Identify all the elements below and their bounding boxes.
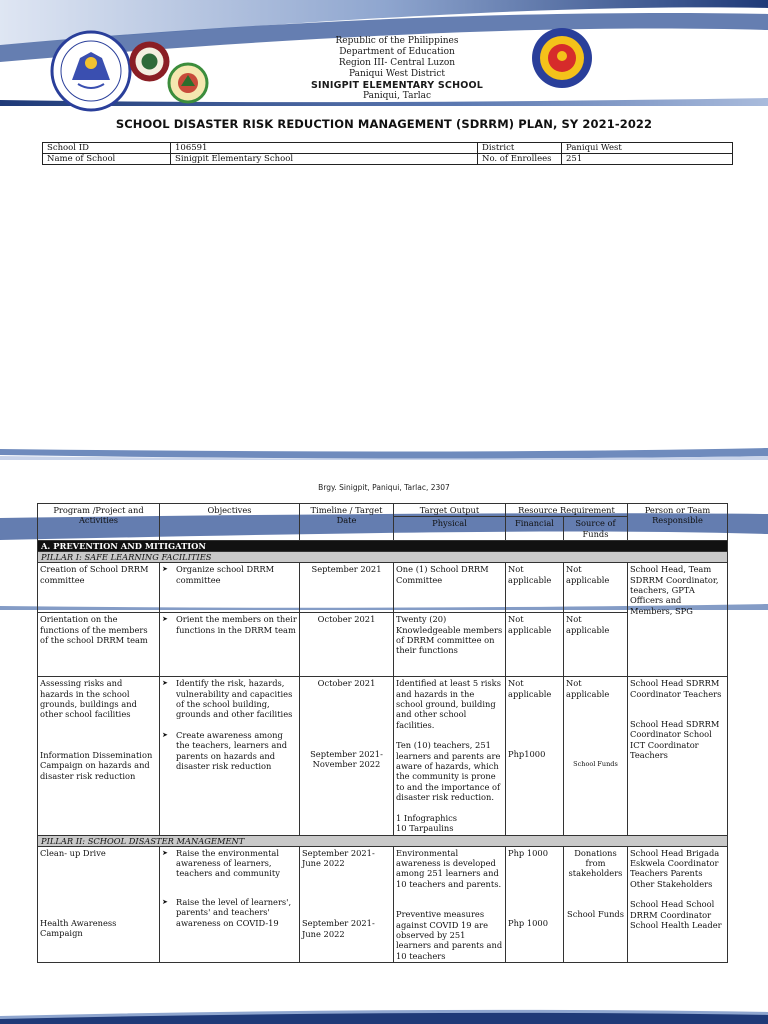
col-objectives: Objectives bbox=[160, 504, 300, 541]
source-text: Donations from stakeholders bbox=[568, 847, 623, 879]
timeline-cell bbox=[300, 677, 394, 835]
person-text: School Head SDRRM Coordinator School ICT Coordinator Teachers bbox=[630, 719, 720, 761]
program-cell: Creation of School DRRM committee bbox=[38, 563, 160, 613]
program-text: Assessing risks and hazards in the school grounds, buildings and other school facilities bbox=[40, 678, 137, 720]
school-info-table bbox=[42, 142, 733, 165]
output-cell bbox=[394, 677, 506, 835]
timeline-cell: October 2021 bbox=[300, 613, 394, 677]
col-target-output: Target Output bbox=[394, 504, 506, 517]
timeline-cell: September 2021 bbox=[300, 563, 394, 613]
plan-table bbox=[37, 503, 728, 963]
header-block bbox=[247, 36, 547, 102]
person-cell bbox=[628, 846, 728, 963]
table-row bbox=[38, 846, 728, 963]
district-value: Paniqui West bbox=[562, 143, 733, 154]
col-physical: Physical bbox=[394, 517, 506, 541]
source-cell bbox=[564, 846, 628, 963]
col-program: Program /Project and Activities bbox=[38, 504, 160, 541]
col-financial: Financial bbox=[506, 517, 564, 541]
school-id-label: School ID bbox=[43, 143, 171, 154]
header-line: Republic of the Philippines bbox=[335, 36, 459, 46]
col-timeline: Timeline / Target Date bbox=[300, 504, 394, 541]
financial-cell bbox=[506, 677, 564, 835]
program-text: Health Awareness Campaign bbox=[40, 917, 117, 939]
district-seal-icon bbox=[167, 62, 209, 104]
output-text: Ten (10) teachers, 251 learners and parents are aware of hazards, which the community is prone to and the importance of disaster risk reduction. bbox=[396, 740, 501, 803]
financial-text: Not applicable bbox=[508, 678, 552, 699]
objective-item: ➤ Raise the level of learners', parents' and teachers' awareness on COVID-19 bbox=[162, 897, 297, 928]
program-text: Information Dissemination Campaign on hazards and disaster risk reduction bbox=[40, 749, 153, 781]
person-cell bbox=[628, 677, 728, 835]
school-name-label: Name of School bbox=[43, 154, 171, 165]
program-cell bbox=[38, 846, 160, 963]
program-cell: Orientation on the functions of the members of the school DRRM team bbox=[38, 613, 160, 677]
output-cell: Twenty (20) Knowledgeable members of DRRM committee on their functions bbox=[394, 613, 506, 677]
footer-band bbox=[0, 446, 768, 464]
timeline-cell bbox=[300, 846, 394, 963]
header-line: Region III- Central Luzon bbox=[338, 58, 456, 68]
source-text: Not applicable bbox=[566, 678, 610, 699]
timeline-text: October 2021 bbox=[317, 678, 376, 689]
source-cell bbox=[564, 677, 628, 835]
objective-cell bbox=[160, 846, 300, 963]
source-text: School Funds bbox=[573, 760, 618, 769]
objective-item: ➤ Organize school DRRM committee bbox=[162, 564, 297, 585]
financial-text: Php 1000 bbox=[508, 847, 548, 858]
division-seal-icon bbox=[128, 40, 171, 83]
financial-cell: Not applicable bbox=[506, 563, 564, 613]
person-cell: School Head, Team SDRRM Coordinator, teachers, GPTA Officers and Members, SPG bbox=[628, 563, 728, 677]
page-title: SCHOOL DISASTER RISK REDUCTION MANAGEMENT (SDRRM) PLAN, SY 2021-2022 bbox=[115, 117, 653, 131]
header-line: Department of Education bbox=[339, 47, 455, 57]
person-text: School Head Brigada Eskwela Coordinator Teachers Parents Other Stakeholders bbox=[630, 847, 720, 889]
objective-cell bbox=[160, 613, 300, 677]
output-text: Identified at least 5 risks and hazards in the school ground, building and other school facilities. bbox=[396, 678, 501, 730]
footer-address: Brgy. Sinigpit, Paniqui, Tarlac, 2307 bbox=[318, 483, 450, 492]
output-text: Environmental awareness is developed among 251 learners and 10 teachers and parents. bbox=[396, 847, 502, 889]
table-row bbox=[38, 613, 728, 677]
source-cell: Not applicable bbox=[564, 563, 628, 613]
source-text: School Funds bbox=[567, 908, 624, 919]
school-name: SINIGPIT ELEMENTARY SCHOOL bbox=[310, 80, 484, 91]
timeline-text: September 2021- June 2022 bbox=[302, 847, 375, 868]
col-source: Source of Funds bbox=[564, 517, 628, 541]
output-cell: One (1) School DRRM Committee bbox=[394, 563, 506, 613]
school-name-value: Sinigpit Elementary School bbox=[171, 154, 478, 165]
financial-text: Php1000 bbox=[508, 749, 546, 760]
pillar-heading: PILLAR I: SAFE LEARNING FACILITIES bbox=[38, 552, 728, 563]
person-text: School Head SDRRM Coordinator Teachers bbox=[630, 678, 722, 699]
program-text: Clean- up Drive bbox=[40, 847, 106, 858]
timeline-text: September 2021- November 2022 bbox=[310, 748, 383, 770]
pillar-heading: PILLAR II: SCHOOL DISASTER MANAGEMENT bbox=[38, 835, 728, 846]
header-line: Paniqui West District bbox=[348, 69, 446, 79]
objective-item: ➤ Orient the members on their functions in the DRRM team bbox=[162, 614, 297, 635]
deped-seal-icon bbox=[50, 30, 132, 112]
financial-cell: Not applicable bbox=[506, 613, 564, 677]
bottom-band bbox=[0, 1008, 768, 1024]
output-extra: 1 Infographics 10 Tarpaulins bbox=[396, 812, 458, 834]
sdrrm-plan bbox=[37, 503, 728, 963]
objective-item: ➤ Raise the environmental awareness of learners, teachers and community bbox=[162, 848, 297, 879]
col-resource: Resource Requirement bbox=[506, 504, 628, 517]
section-heading: A. PREVENTION AND MITIGATION bbox=[38, 541, 728, 552]
district-label: District bbox=[478, 143, 562, 154]
school-location: Paniqui, Tarlac bbox=[362, 91, 432, 101]
table-row bbox=[38, 563, 728, 613]
objective-item: ➤ Identify the risk, hazards, vulnerability and capacities of the school building, grounds and other facilities bbox=[162, 678, 297, 720]
person-text: School Head School DRRM Coordinator School Health Leader bbox=[630, 899, 722, 930]
financial-cell bbox=[506, 846, 564, 963]
objective-cell bbox=[160, 563, 300, 613]
school-id-value: 106591 bbox=[171, 143, 478, 154]
output-text: Preventive measures against COVID 19 are observed by 251 learners and parents and 10 teachers bbox=[396, 909, 503, 961]
col-person: Person or Team Responsible bbox=[628, 504, 728, 541]
output-cell bbox=[394, 846, 506, 963]
timeline-text: September 2021- June 2022 bbox=[302, 918, 375, 939]
enrollees-value: 251 bbox=[562, 154, 733, 165]
program-cell bbox=[38, 677, 160, 835]
table-row bbox=[38, 677, 728, 835]
objective-item: ➤ Create awareness among the teachers, learners and parents on hazards and disaster risk reduction bbox=[162, 730, 297, 772]
source-cell: Not applicable bbox=[564, 613, 628, 677]
financial-text: Php 1000 bbox=[508, 917, 548, 928]
objective-cell bbox=[160, 677, 300, 835]
enrollees-label: No. of Enrollees bbox=[478, 154, 562, 165]
